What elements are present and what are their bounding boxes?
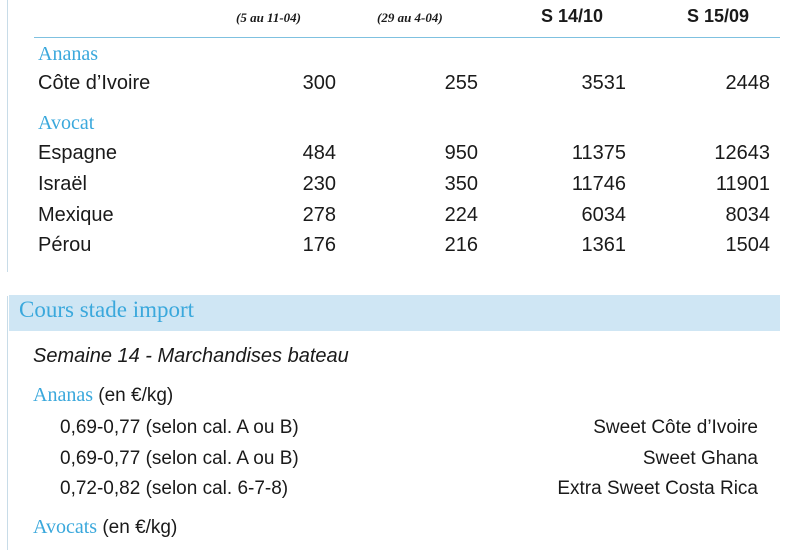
category-heading-avocats: [33, 516, 177, 539]
price-row: [0, 417, 800, 445]
price-row: [0, 478, 800, 506]
row-value: 12643: [714, 142, 770, 164]
row-value: 176: [302, 234, 336, 256]
price-origin: Sweet Ghana: [642, 448, 758, 469]
row-value: 2448: [725, 72, 770, 94]
price-origin: Sweet Côte d’Ivoire: [593, 417, 758, 438]
price-range: 0,72-0,82 (selon cal. 6-7-8): [60, 478, 289, 499]
group-label-avocat: Avocat: [38, 112, 95, 134]
row-value: 350: [444, 173, 478, 195]
section-header-band: [9, 295, 780, 331]
row-value: 230: [302, 173, 336, 195]
group-label-ananas: Ananas: [38, 43, 98, 65]
table-row: [0, 204, 800, 232]
row-value: 1361: [581, 234, 626, 256]
category-heading-ananas: [33, 384, 173, 407]
column-header-week-1: (5 au 11-04): [236, 10, 301, 25]
row-value: 216: [444, 234, 478, 256]
table-row: [0, 72, 800, 100]
column-header-season-2: S 15/09: [687, 6, 750, 26]
row-origin: Mexique: [38, 204, 114, 226]
table-row: [0, 173, 800, 201]
row-value: 11375: [571, 142, 626, 164]
price-origin: Extra Sweet Costa Rica: [557, 478, 758, 499]
price-range: 0,69-0,77 (selon cal. A ou B): [60, 448, 299, 469]
row-value: 950: [444, 142, 478, 164]
row-value: 484: [302, 142, 336, 164]
row-value: 1504: [725, 234, 770, 256]
price-range: 0,69-0,77 (selon cal. A ou B): [60, 417, 299, 438]
category-name: Ananas: [33, 384, 93, 406]
column-header-week-2: (29 au 4-04): [377, 10, 443, 25]
price-row: [0, 448, 800, 476]
row-origin: Pérou: [38, 234, 92, 256]
row-value: 11901: [715, 173, 770, 195]
category-unit: (en €/kg): [92, 385, 174, 406]
row-value: 6034: [581, 204, 626, 226]
row-value: 11746: [571, 173, 626, 195]
column-header-season-1: S 14/10: [541, 6, 604, 26]
table-row: [0, 234, 800, 262]
row-value: 278: [302, 204, 336, 226]
header-rule: [34, 37, 780, 38]
row-origin: Côte d’Ivoire: [38, 72, 151, 94]
row-value: 224: [444, 204, 478, 226]
section-title: Cours stade import: [19, 297, 195, 322]
row-value: 8034: [725, 204, 770, 226]
row-origin: Israël: [38, 173, 87, 195]
row-value: 300: [302, 72, 336, 94]
row-origin: Espagne: [38, 142, 117, 164]
table-row: [0, 142, 800, 170]
category-unit: (en €/kg): [97, 517, 178, 538]
category-name: Avocats: [33, 516, 98, 538]
row-value: 255: [444, 72, 478, 94]
row-value: 3531: [581, 72, 626, 94]
section-subtitle: Semaine 14 - Marchandises bateau: [33, 345, 349, 367]
